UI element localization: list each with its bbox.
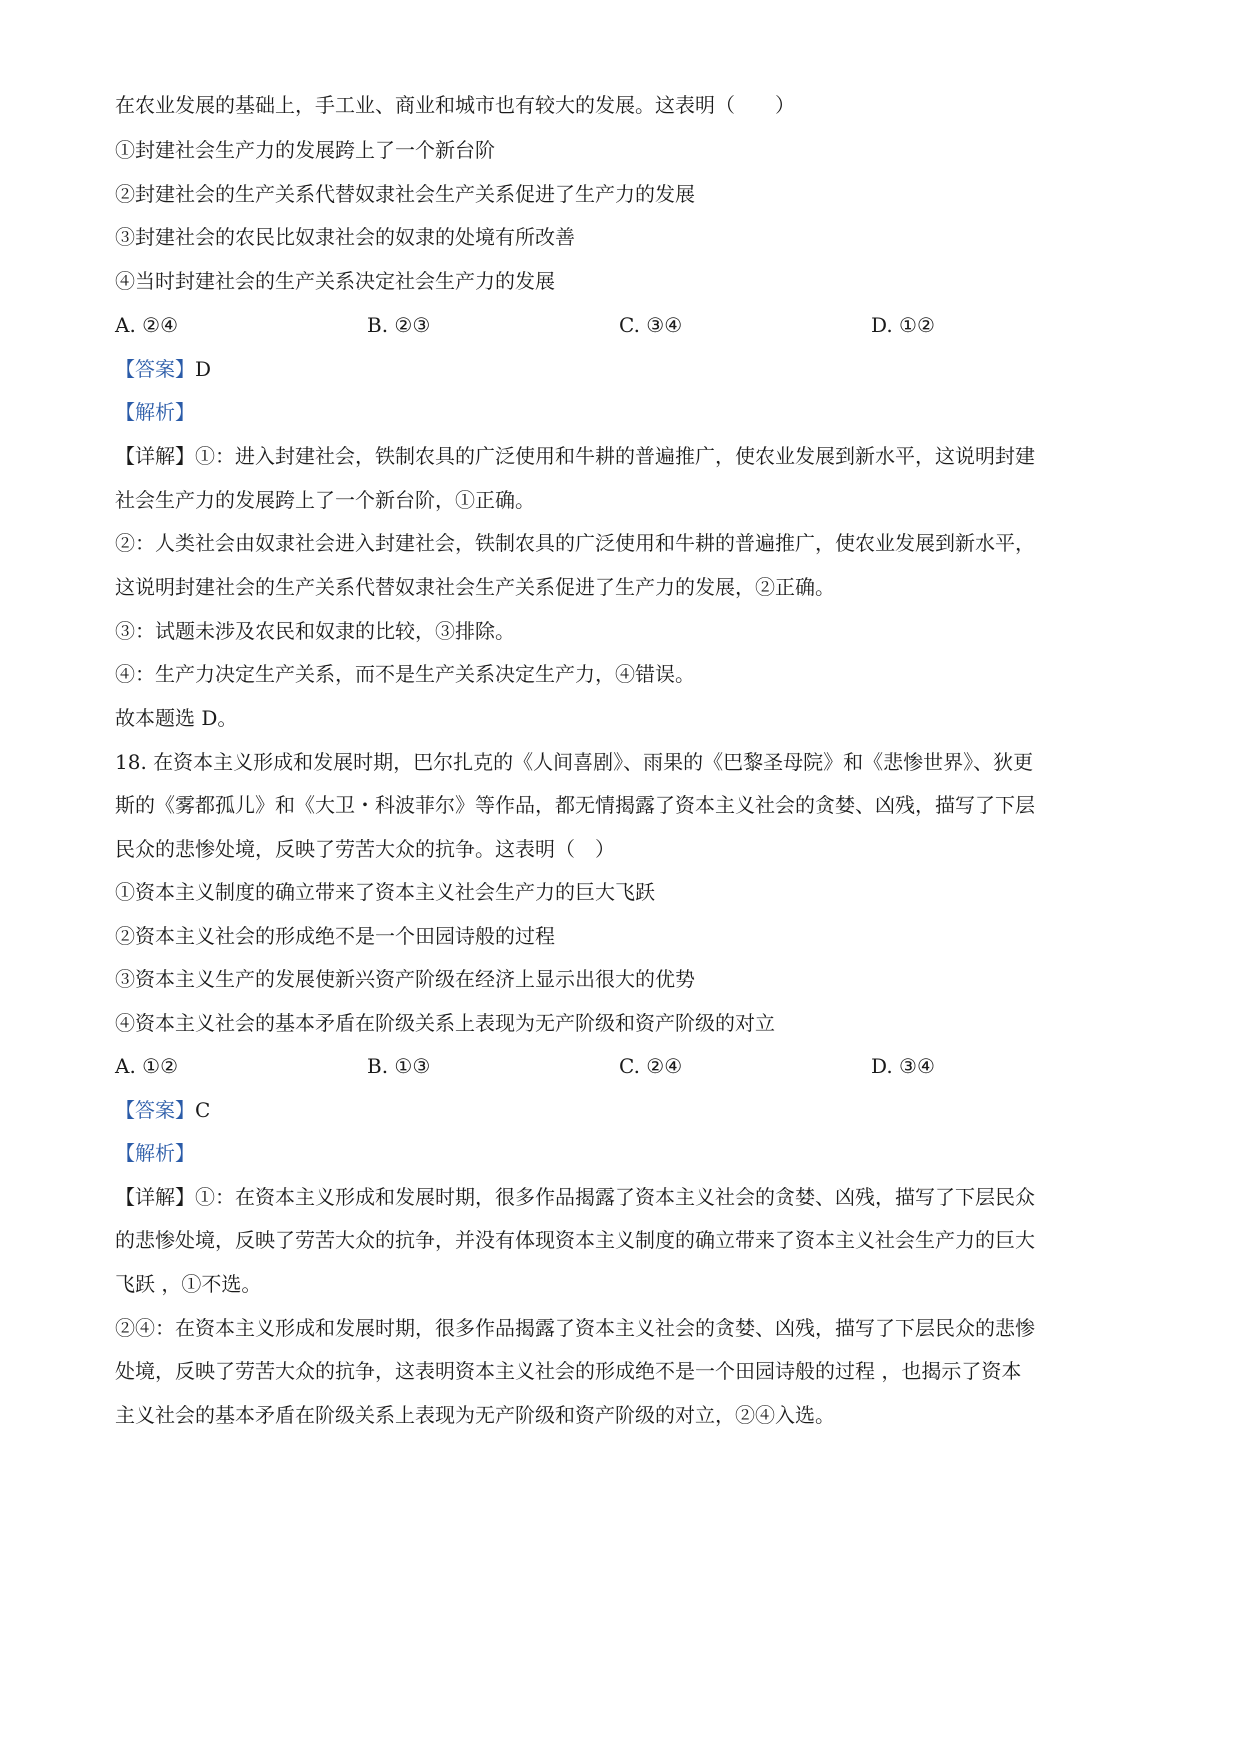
q17-option-a: A. ②④ [115, 313, 179, 337]
q18-detail-line-1 [115, 1183, 1135, 1211]
q18-option-d: D. ③④ [871, 1054, 935, 1078]
q17-statement-4: ④当时封建社会的生产关系决定社会生产力的发展 [115, 269, 555, 293]
q18-stem-line-3: 民众的悲惨处境，反映了劳苦大众的抗争。这表明（ ） [115, 837, 615, 861]
q17-detail-line-2: 社会生产力的发展跨上了一个新台阶，①正确。 [115, 488, 535, 512]
q18-detail-line-2: 的悲惨处境，反映了劳苦大众的抗争，并没有体现资本主义制度的确立带来了资本主义社会生产力的巨大 [115, 1228, 1035, 1252]
q18-statement-2: ②资本主义社会的形成绝不是一个田园诗般的过程 [115, 924, 555, 948]
q17-options [115, 311, 1135, 339]
q17-answer [115, 355, 1135, 383]
q18-answer-value: C [195, 1098, 211, 1122]
q18-option-a: A. ①② [115, 1054, 179, 1078]
q18-stem-line-2: 斯的《雾都孤儿》和《大卫・科波菲尔》等作品，都无情揭露了资本主义社会的贪婪、凶残，描写了下层 [115, 793, 1035, 817]
q17-statement-3: ③封建社会的农民比奴隶社会的奴隶的处境有所改善 [115, 225, 575, 249]
q18-option-c: C. ②④ [619, 1054, 683, 1078]
q17-analysis-label: 【解析】 [115, 400, 195, 424]
q18-detail-text-1: ①：在资本主义形成和发展时期，很多作品揭露了资本主义社会的贪婪、凶残，描写了下层民众 [195, 1185, 1035, 1209]
q17-statement-1: ①封建社会生产力的发展跨上了一个新台阶 [115, 138, 495, 162]
q18-options [115, 1052, 1135, 1080]
q17-detail-line-5: ③：试题未涉及农民和奴隶的比较，③排除。 [115, 619, 515, 643]
q18-statement-4: ④资本主义社会的基本矛盾在阶级关系上表现为无产阶级和资产阶级的对立 [115, 1011, 775, 1035]
q18-detail-line-4: ②④：在资本主义形成和发展时期，很多作品揭露了资本主义社会的贪婪、凶残，描写了下层民众的悲惨 [115, 1316, 1035, 1340]
q17-option-c: C. ③④ [619, 313, 683, 337]
q18-analysis [115, 1139, 1135, 1167]
q18-detail-label: 【详解】 [115, 1185, 195, 1209]
q17-answer-value: D [195, 357, 212, 381]
q17-detail-line-3: ②：人类社会由奴隶社会进入封建社会，铁制农具的广泛使用和牛耕的普遍推广，使农业发展到新水平， [115, 531, 1035, 555]
q18-detail-line-6: 主义社会的基本矛盾在阶级关系上表现为无产阶级和资产阶级的对立，②④入选。 [115, 1403, 835, 1427]
q17-detail-label: 【详解】 [115, 444, 195, 468]
q18-analysis-label: 【解析】 [115, 1141, 195, 1165]
q18-answer [115, 1096, 1135, 1124]
q17-detail-line-6: ④：生产力决定生产关系，而不是生产关系决定生产力，④错误。 [115, 662, 695, 686]
q18-detail-line-3: 飞跃 ，①不选。 [115, 1272, 262, 1296]
q18-statement-3: ③资本主义生产的发展使新兴资产阶级在经济上显示出很大的优势 [115, 967, 695, 991]
q17-option-d: D. ①② [871, 313, 935, 337]
q17-detail-line-4: 这说明封建社会的生产关系代替奴隶社会生产关系促进了生产力的发展，②正确。 [115, 575, 835, 599]
q17-analysis [115, 398, 1135, 426]
q17-stem-tail: 在农业发展的基础上，手工业、商业和城市也有较大的发展。这表明（ ） [115, 93, 795, 117]
q18-option-b: B. ①③ [367, 1054, 431, 1078]
q17-statement-2: ②封建社会的生产关系代替奴隶社会生产关系促进了生产力的发展 [115, 182, 695, 206]
q17-detail-text-1: ①：进入封建社会，铁制农具的广泛使用和牛耕的普遍推广，使农业发展到新水平，这说明封建 [195, 444, 1035, 468]
q18-detail-line-5: 处境，反映了劳苦大众的抗争，这表明资本主义社会的形成绝不是一个田园诗般的过程 ，也揭示了资本 [115, 1359, 1022, 1383]
q17-conclusion: 故本题选 D。 [115, 706, 238, 730]
q18-answer-label: 【答案】 [115, 1098, 195, 1122]
q18-statement-1: ①资本主义制度的确立带来了资本主义社会生产力的巨大飞跃 [115, 880, 655, 904]
q18-stem-line-1: 18. 在资本主义形成和发展时期，巴尔扎克的《人间喜剧》、雨果的《巴黎圣母院》和《悲惨世界》、狄更 [115, 750, 1034, 774]
q17-detail-line-1 [115, 442, 1135, 470]
q17-option-b: B. ②③ [367, 313, 431, 337]
q17-answer-label: 【答案】 [115, 357, 195, 381]
